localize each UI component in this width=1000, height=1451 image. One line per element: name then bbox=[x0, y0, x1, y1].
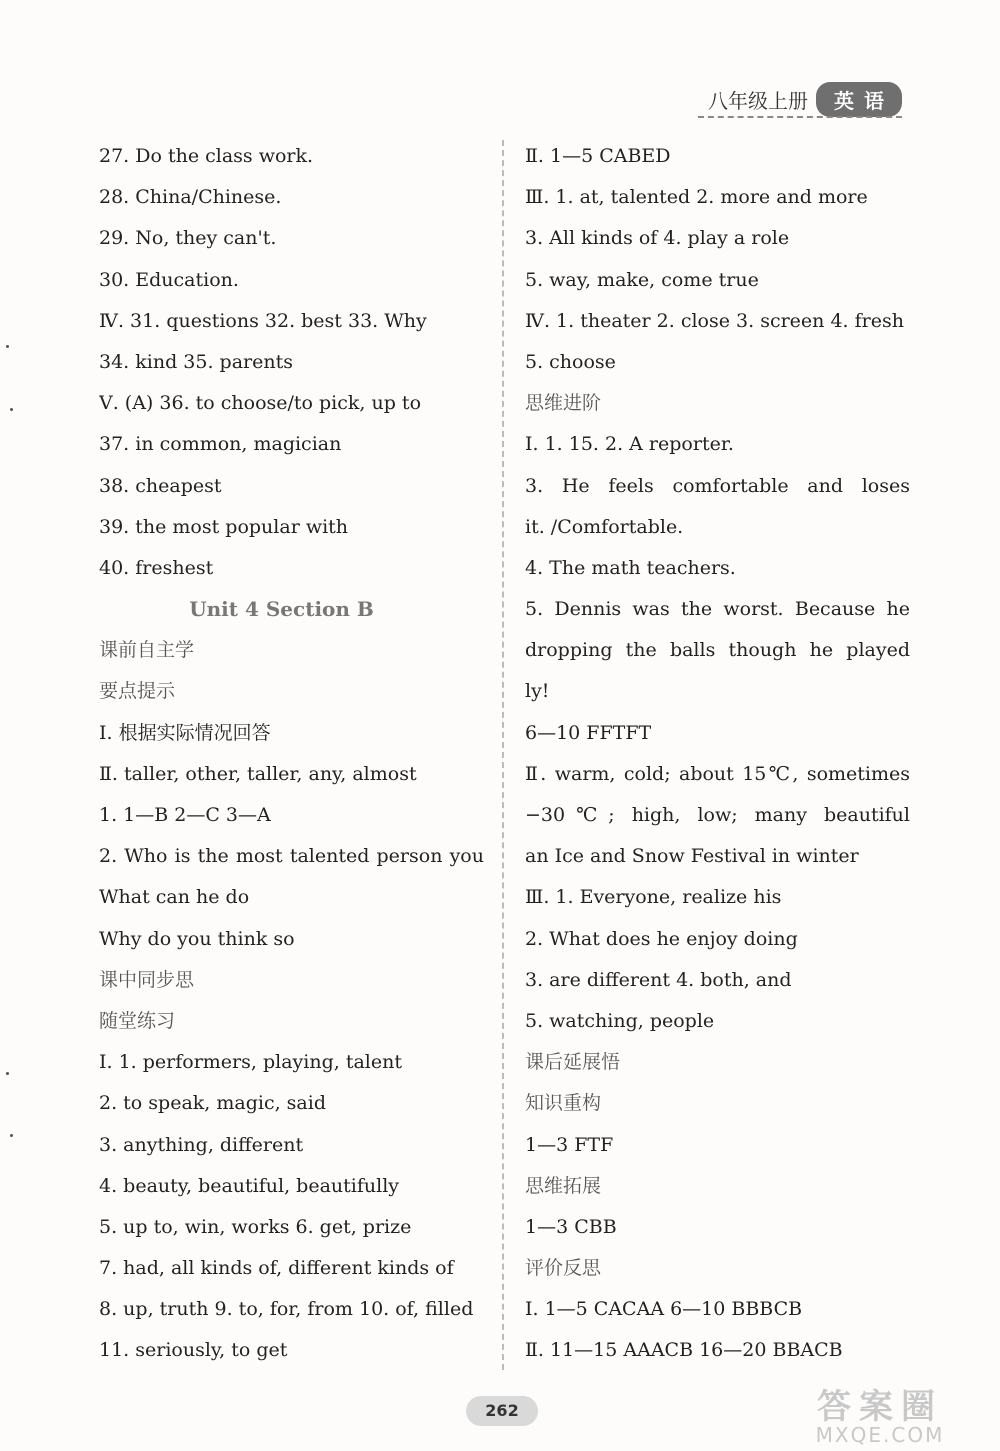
watermark-text-top: 答案圈 bbox=[817, 1387, 943, 1427]
header-underline bbox=[698, 116, 902, 118]
left-answer-column bbox=[99, 136, 484, 1372]
answer-line: Ⅰ. 1. 15. 2. A reporter. bbox=[525, 433, 734, 456]
answer-line: 5. choose bbox=[525, 350, 616, 373]
answer-line: Ⅰ. 根据实际情况回答 bbox=[99, 721, 271, 744]
answer-line: Ⅳ. 31. questions 32. best 33. Why bbox=[99, 309, 427, 332]
answer-line: 6—10 FFTFT bbox=[525, 721, 652, 744]
answer-line: Ⅰ. 1—5 CACAA 6—10 BBBCB bbox=[525, 1298, 803, 1321]
page-number: 262 bbox=[466, 1396, 538, 1426]
answer-line: 7. had, all kinds of, different kinds of bbox=[99, 1257, 454, 1280]
answer-line: Ⅴ. (A) 36. to choose/to pick, up to bbox=[99, 392, 422, 415]
answer-line: 40. freshest bbox=[99, 556, 214, 579]
category-label: 思维进阶 bbox=[525, 392, 602, 415]
answer-line: 3. All kinds of 4. play a role bbox=[525, 227, 790, 250]
answer-line: 3. He feels comfortable and loses bbox=[525, 474, 910, 497]
answer-line: 38. cheapest bbox=[99, 474, 222, 497]
category-label: 课前自主学 bbox=[99, 639, 195, 662]
answer-line: Ⅱ. warm, cold; about 15℃, sometimes bbox=[525, 762, 910, 785]
answer-line: 5. up to, win, works 6. get, prize bbox=[99, 1215, 412, 1238]
answer-line: 4. The math teachers. bbox=[525, 556, 736, 579]
answer-line: 8. up, truth 9. to, for, from 10. of, filled bbox=[99, 1298, 474, 1321]
answer-line: 34. kind 35. parents bbox=[99, 350, 293, 373]
subject-badge: 英语 bbox=[816, 82, 902, 117]
answer-line: 2. to speak, magic, said bbox=[99, 1092, 326, 1115]
answer-line: 1—3 FTF bbox=[525, 1133, 614, 1156]
category-label: 评价反思 bbox=[525, 1257, 602, 1280]
category-label: 要点提示 bbox=[99, 680, 176, 703]
answer-line: 37. in common, magician bbox=[99, 433, 342, 456]
category-label: 课中同步思 bbox=[99, 968, 195, 991]
answer-line: 39. the most popular with bbox=[99, 515, 349, 538]
answer-line: Ⅲ. 1. at, talented 2. more and more bbox=[525, 186, 868, 209]
answer-line: Ⅱ. 1—5 CABED bbox=[525, 145, 671, 167]
answer-line: dropping the balls though he played bbox=[525, 639, 910, 662]
page-header bbox=[708, 82, 902, 117]
answer-line: Why do you think so bbox=[99, 927, 295, 950]
answer-line: Ⅱ. taller, other, taller, any, almost bbox=[99, 762, 417, 785]
answer-line: 1—3 CBB bbox=[525, 1215, 617, 1238]
answer-line: 3. are different 4. both, and bbox=[525, 968, 792, 991]
answer-line: 2. Who is the most talented person you bbox=[99, 845, 484, 868]
margin-dot bbox=[10, 1134, 13, 1137]
answer-line: 5. Dennis was the worst. Because he bbox=[525, 598, 910, 621]
answer-line: 3. anything, different bbox=[99, 1133, 304, 1156]
answer-line: 5. watching, people bbox=[525, 1009, 715, 1032]
answer-line: 4. beauty, beautiful, beautifully bbox=[99, 1174, 400, 1197]
category-label: 思维拓展 bbox=[525, 1174, 602, 1197]
answer-line: Ⅰ. 1. performers, playing, talent bbox=[99, 1051, 402, 1074]
category-label: 随堂练习 bbox=[99, 1009, 176, 1032]
answer-line: 5. way, make, come true bbox=[525, 268, 759, 291]
answer-line: 2. What does he enjoy doing bbox=[525, 927, 798, 950]
category-label: 知识重构 bbox=[525, 1092, 602, 1115]
answer-line: Ⅳ. 1. theater 2. close 3. screen 4. fresh bbox=[525, 309, 904, 332]
margin-dot bbox=[6, 1072, 9, 1075]
margin-dot bbox=[10, 408, 13, 411]
watermark-logo bbox=[760, 1387, 1000, 1451]
column-divider bbox=[502, 140, 504, 1370]
answer-line: Ⅱ. 11—15 AAACB 16—20 BBACB bbox=[525, 1339, 843, 1362]
answer-line: an Ice and Snow Festival in winter bbox=[525, 845, 859, 868]
answer-line: −30℃; high, low; many beautiful bbox=[525, 804, 910, 826]
answer-line: ly! bbox=[525, 680, 550, 703]
answer-line: 27. Do the class work. bbox=[99, 145, 314, 167]
margin-dot bbox=[6, 345, 9, 348]
section-heading: Unit 4 Section B bbox=[189, 597, 374, 622]
right-answer-column bbox=[525, 136, 910, 1372]
answer-line: 28. China/Chinese. bbox=[99, 186, 282, 209]
answer-line: it. /Comfortable. bbox=[525, 515, 684, 538]
category-label: 课后延展悟 bbox=[525, 1051, 621, 1074]
answer-line: 11. seriously, to get bbox=[99, 1339, 288, 1362]
answer-line: Ⅲ. 1. Everyone, realize his bbox=[525, 886, 782, 909]
answer-line: 29. No, they can't. bbox=[99, 227, 277, 250]
answer-line: 30. Education. bbox=[99, 268, 239, 291]
grade-label: 八年级上册 bbox=[708, 89, 808, 113]
watermark-text-bottom: MXQE.COM bbox=[815, 1423, 945, 1447]
answer-line: What can he do bbox=[99, 886, 250, 909]
answer-line: 1. 1—B 2—C 3—A bbox=[99, 804, 271, 826]
